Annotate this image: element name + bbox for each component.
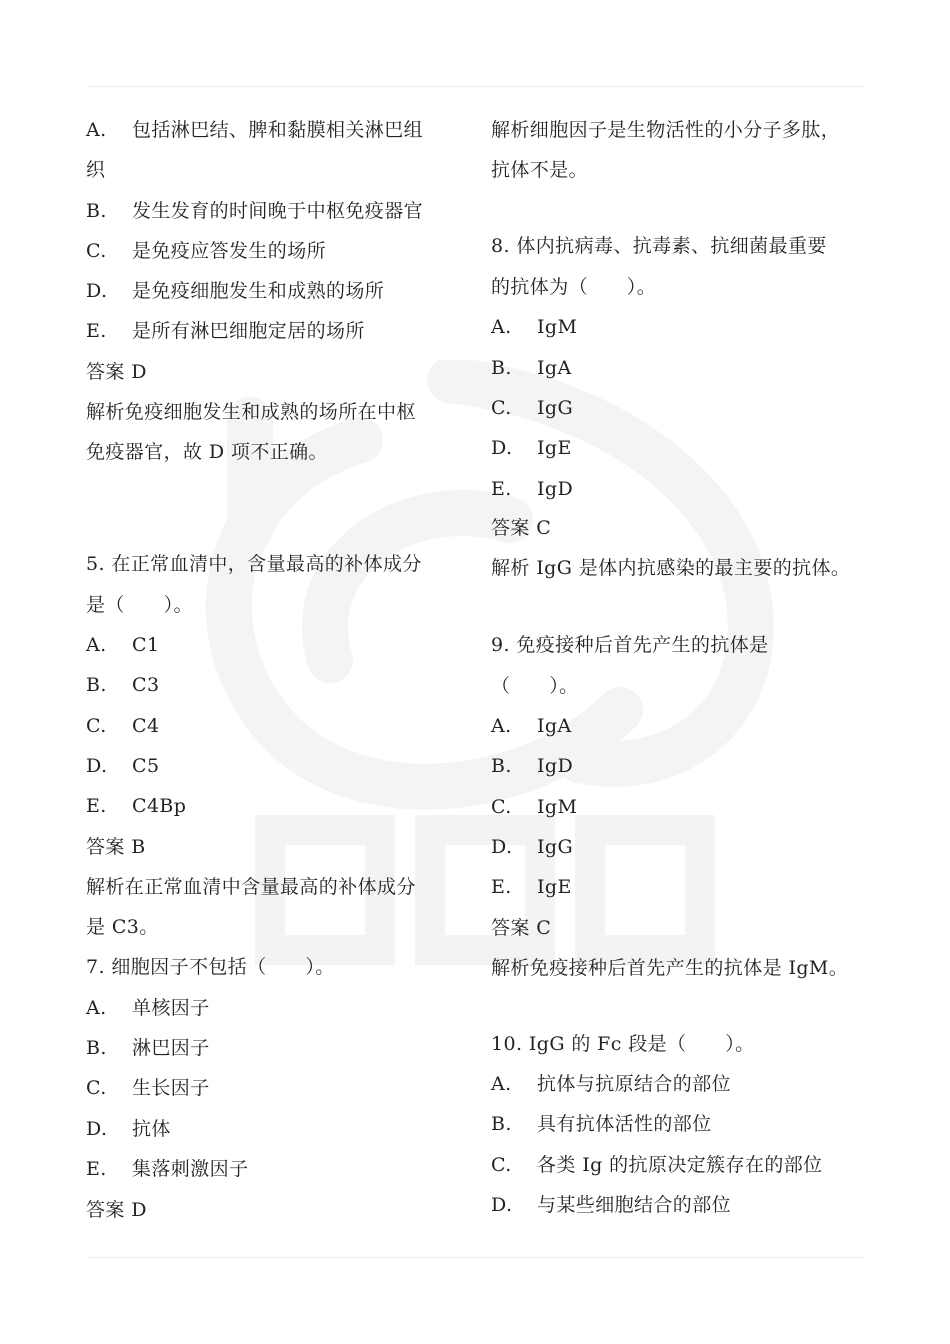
option-line: D. 是免疫细胞发生和成熟的场所	[86, 280, 385, 302]
option-line: C. 各类 Ig 的抗原决定簇存在的部位	[491, 1154, 823, 1176]
option-line: A. IgM	[491, 316, 578, 338]
option-line: D. 抗体	[86, 1118, 171, 1140]
question-line: 9. 免疫接种后首先产生的抗体是	[491, 634, 769, 656]
explanation-line: 解析免疫接种后首先产生的抗体是 IgM。	[491, 957, 849, 979]
option-line: B. 淋巴因子	[86, 1037, 210, 1059]
answer-line: 答案 C	[491, 917, 552, 939]
option-line: B. IgA	[491, 357, 572, 379]
question-line: 8. 体内抗病毒、抗毒素、抗细菌最重要	[491, 235, 827, 257]
explanation-line: 解析在正常血清中含量最高的补体成分	[86, 876, 416, 898]
explanation-line: 是 C3。	[86, 916, 159, 938]
option-line: D. C5	[86, 755, 160, 777]
option-line: C. C4	[86, 715, 160, 737]
explanation-line: 免疫器官，故 D 项不正确。	[86, 441, 328, 463]
answer-line: 答案 D	[86, 1199, 147, 1221]
explanation-line: 解析细胞因子是生物活性的小分子多肽，	[491, 119, 841, 141]
header-rule	[88, 86, 864, 87]
explanation-line: 解析 IgG 是体内抗感染的最主要的抗体。	[491, 557, 851, 579]
option-line: B. 发生发育的时间晚于中枢免疫器官	[86, 200, 424, 222]
option-line: E. 集落刺激因子	[86, 1158, 249, 1180]
answer-line: 答案 D	[86, 361, 147, 383]
option-line: D. IgG	[491, 836, 574, 858]
question-line: （ ）。	[491, 675, 579, 697]
option-line: D. 与某些细胞结合的部位	[491, 1194, 732, 1216]
question-line: 是（ ）。	[86, 594, 193, 616]
explanation-line: 解析免疫细胞发生和成熟的场所在中枢	[86, 401, 416, 423]
option-line: E. 是所有淋巴细胞定居的场所	[86, 320, 365, 342]
option-line: A. IgA	[491, 715, 572, 737]
option-line: A. C1	[86, 634, 160, 656]
option-line: C. 是免疫应答发生的场所	[86, 240, 327, 262]
option-line: B. C3	[86, 674, 160, 696]
option-line: C. 生长因子	[86, 1077, 210, 1099]
answer-line: 答案 C	[491, 517, 552, 539]
footer-rule	[88, 1257, 864, 1258]
option-line: A. 包括淋巴结、脾和黏膜相关淋巴组	[86, 119, 424, 141]
option-line: E. C4Bp	[86, 795, 187, 817]
question-line: 5. 在正常血清中，含量最高的补体成分	[86, 553, 422, 575]
option-line: E. IgD	[491, 478, 574, 500]
option-line: E. IgE	[491, 876, 572, 898]
option-line: A. 单核因子	[86, 997, 210, 1019]
text-line: 织	[86, 159, 106, 181]
option-line: B. 具有抗体活性的部位	[491, 1113, 712, 1135]
option-line: C. IgM	[491, 796, 578, 818]
option-line: C. IgG	[491, 397, 574, 419]
option-line: A. 抗体与抗原结合的部位	[491, 1073, 732, 1095]
option-line: B. IgD	[491, 755, 574, 777]
explanation-line: 抗体不是。	[491, 159, 589, 181]
option-line: D. IgE	[491, 437, 572, 459]
question-line: 的抗体为（ ）。	[491, 276, 657, 298]
answer-line: 答案 B	[86, 836, 146, 858]
question-line: 7. 细胞因子不包括（ ）。	[86, 956, 335, 978]
question-line: 10. IgG 的 Fc 段是（ ）。	[491, 1033, 755, 1055]
